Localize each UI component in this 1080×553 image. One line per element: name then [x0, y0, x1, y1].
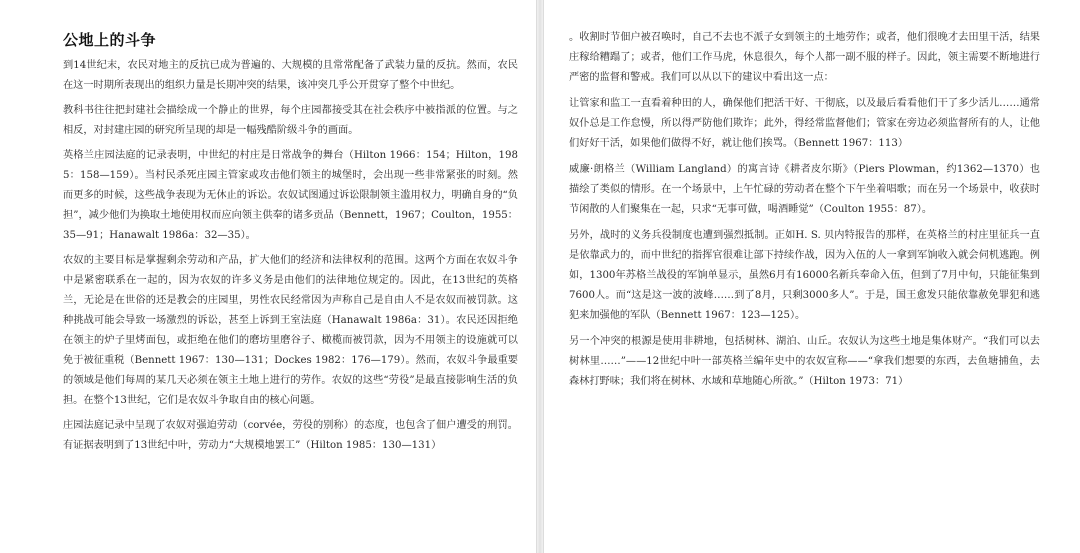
page-gutter: [536, 0, 544, 553]
chapter-section-title: 公地上的斗争: [63, 31, 157, 49]
paragraph: 威廉·朗格兰（William Langland）的寓言诗《耕者皮尔斯》（Piers Plowman，约1362—1370）也描绘了类似的情形。在一个场景中，上午忙碌的劳动者在整个下午坐着唱歌；而在另一个场景中，收获时节闲散的人们聚集在一起，只求“无事可做，喝酒睡觉”（Coulton 1955：87）。: [569, 164, 1040, 215]
paragraph: 庄园法庭记录中呈现了农奴对强迫劳动（corvée，劳役的别称）的态度，也包含了佃户遭受的刑罚。有证据表明到了13世纪中叶，劳动力“大规模地罢工”（Hilton 1985：130—131）: [63, 420, 518, 451]
paragraph: 。收割时节佃户被召唤时，自己不去也不派子女到领主的土地劳作；或者，他们很晚才去田里干活，结果庄稼给糟蹋了；或者，他们工作马虎，休息很久，每个人都一副不服的样子。因此，领主需要不断地进行严密的监督和警戒。我们可以从以下的建议中看出这一点：: [569, 32, 1040, 83]
paragraph: 另一个冲突的根源是使用非耕地，包括树林、湖泊、山丘。农奴认为这些土地是集体财产。“我们可以去树林里……”——12世纪中叶一部英格兰编年史中的农奴宣称——“拿我们想要的东西，去鱼塘捕鱼，去森林打野味；我们将在树林、水域和草地随心所欲。”（Hilton 1973：71）: [569, 336, 1040, 387]
paragraph: 另外，战时的义务兵役制度也遭到强烈抵制。正如H. S. 贝内特报告的那样，在英格兰的村庄里征兵一直是依靠武力的，而中世纪的指挥官很难让部下持续作战，因为入伍的人一拿到军饷收入就会伺机逃跑。例如，1300年苏格兰战役的军饷单显示，虽然6月有16000名新兵奉命入伍，但到了7月中旬，只能征集到7600人。而“这是这一波的波峰……到了8月，只剩3000多人”。于是，国王愈发只能依靠赦免罪犯和逃犯来加强他的军队（Bennett 1967：123—125）。: [569, 230, 1040, 321]
right-page: [544, 0, 1080, 553]
paragraph: 教科书往往把封建社会描绘成一个静止的世界，每个庄园都接受其在社会秩序中被指派的位置。与之相反，对封建庄园的研究所呈现的却是一幅残酷阶级斗争的画面。: [63, 105, 518, 136]
paragraph: 英格兰庄园法庭的记录表明，中世纪的村庄是日常战争的舞台（Hilton 1966：154；Hilton，1985：158—159）。当村民杀死庄园主管家或攻击他们领主的城堡时，会出现一些非常紧张的时刻。然而更多的时候，这些战争表现为无休止的诉讼。农奴试图通过诉讼限制领主滥用权力，明确自身的“负担”，减少他们为换取土地使用权而应向领主供奉的诸多贡品（Bennett，1967；Coulton，1955：35—91；Hanawalt 1986a：32—35）。: [63, 150, 518, 241]
left-page: [0, 0, 536, 553]
block-quote: 让管家和监工一直看着种田的人，确保他们把活干好、干彻底，以及最后看看他们干了多少活儿……通常奴仆总是工作怠慢，所以得严防他们欺诈；此外，得经常监督他们；管家在旁边必须监督所有的人，让他们好好干活，如果他们做得不好，就让他们挨骂。（Bennett 1967：113）: [569, 98, 1040, 149]
paragraph: 到14世纪末，农民对地主的反抗已成为普遍的、大规模的且常常配备了武装力量的反抗。然而，农民在这一时期所表现出的组织力量是长期冲突的结果，该冲突几乎公开贯穿了整个中世纪。: [63, 60, 518, 91]
paragraph: 农奴的主要目标是掌握剩余劳动和产品，扩大他们的经济和法律权利的范围。这两个方面在农奴斗争中是紧密联系在一起的，因为农奴的许多义务是由他们的法律地位规定的。因此，在13世纪的英格兰，无论是在世俗的还是教会的庄园里，男性农民经常因为声称自己是自由人不是农奴而被罚款。这种挑战可能会导致一场激烈的诉讼，甚至上诉到王室法庭（Hanawalt 1986a：31）。农民还因拒绝在领主的炉子里烤面包，或拒绝在他们的磨坊里磨谷子、橄榄而被罚款，因为不用领主的设施就可以免于被征重税（Bennett 1967：130—131；Dockes 1982：176—179）。然而，农奴斗争最重要的领域是他们每周的某几天必须在领主土地上进行的劳作。农奴的这些“劳役”是最直接影响生活的负担。在整个13世纪，它们是农奴斗争取自由的核心问题。: [63, 255, 518, 406]
